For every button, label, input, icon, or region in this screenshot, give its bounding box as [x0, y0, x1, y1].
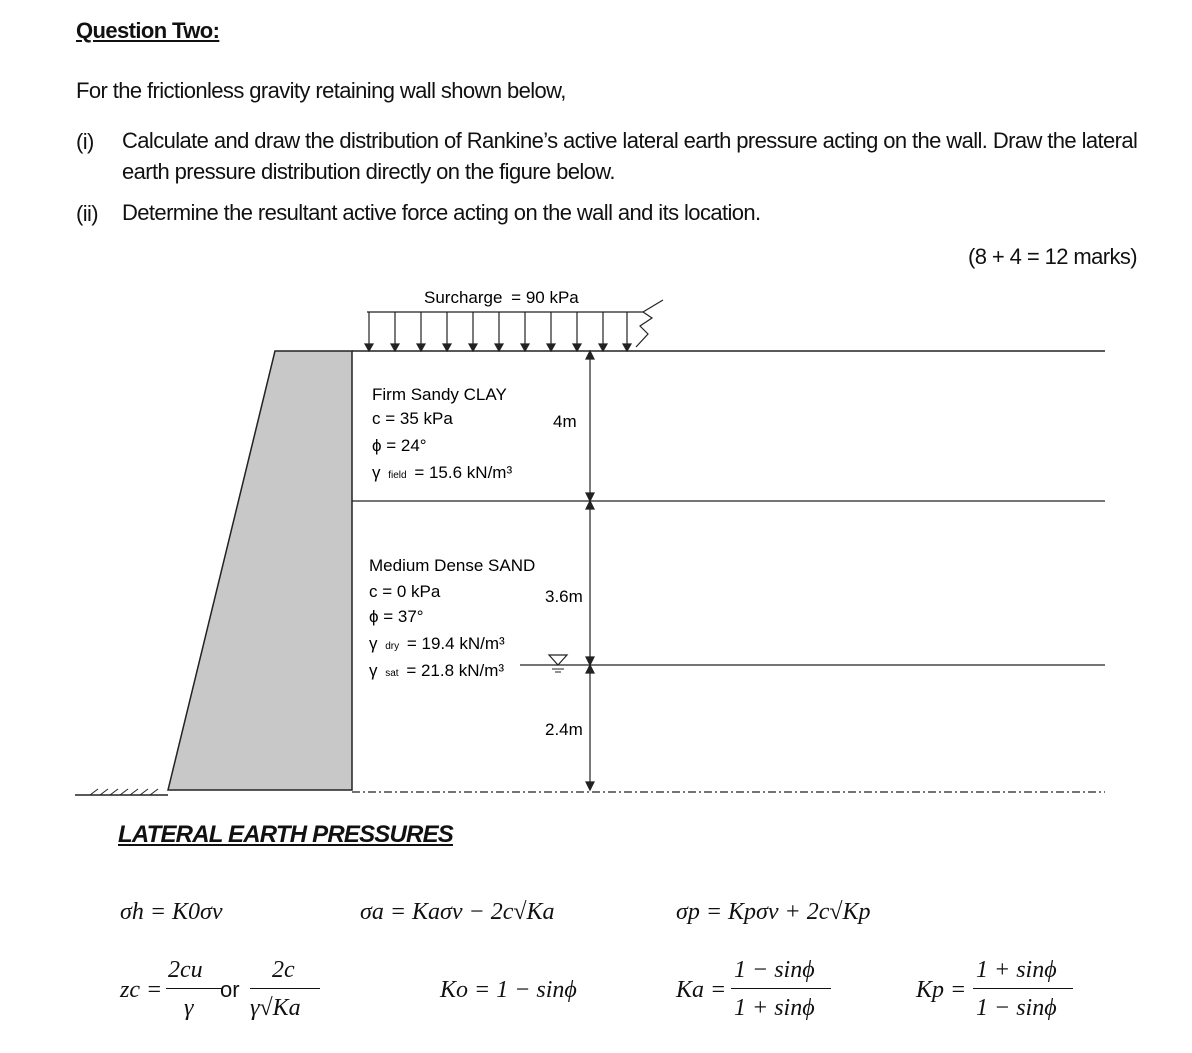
zc-frac2-den: γ√Ka	[250, 995, 301, 1021]
item-1-text: Calculate and draw the distribution of Rankine’s active lateral earth pressure acting on the wall. Draw the lateral earth pressure distribution directly on the figure below.	[122, 128, 1138, 184]
zc-frac1-bar	[166, 988, 222, 989]
kp-bar	[973, 988, 1073, 989]
zc-lhs: zc =	[120, 977, 163, 1003]
toe-ground-hatch	[75, 789, 168, 795]
layer1-friction-angle: ϕ = 24°	[372, 436, 427, 455]
ka-den: 1 + sinϕ	[734, 995, 815, 1021]
layer2-lower-thickness: 2.4m	[545, 720, 583, 739]
formula-passive: σp = Kpσv + 2c√Kp	[676, 899, 871, 925]
layer2-cohesion: c = 0 kPa	[369, 582, 441, 601]
item-1-number: (i)	[76, 129, 94, 154]
zc-frac2-bar	[250, 988, 320, 989]
layer2-upper-thickness: 3.6m	[545, 587, 583, 606]
layer1-cohesion: c = 35 kPa	[372, 409, 453, 428]
layer2-sat-unit-weight: γ sat = 21.8 kN/m³	[369, 661, 505, 680]
layer1-thickness: 4m	[553, 412, 577, 431]
zc-frac1-num: 2cu	[168, 957, 203, 983]
ka-bar	[731, 988, 831, 989]
ka-num: 1 − sinϕ	[734, 957, 815, 983]
formula-tension-depth	[120, 955, 360, 1035]
kp-den: 1 − sinϕ	[976, 995, 1057, 1021]
layer1-unit-weight: γ field = 15.6 kN/m³	[372, 463, 513, 482]
zc-frac1-den: γ	[184, 995, 194, 1021]
retaining-wall	[168, 351, 352, 790]
layer2-friction-angle: ϕ = 37°	[369, 607, 424, 626]
formula-active: σa = Kaσv − 2c√Ka	[360, 899, 555, 925]
formula-at-rest: σh = K0σv	[120, 899, 223, 925]
ka-lhs: Ka =	[676, 977, 727, 1003]
water-table-icon	[549, 655, 567, 665]
zc-or: or	[220, 977, 240, 1002]
surcharge-load	[365, 300, 663, 351]
kp-lhs: Kp =	[916, 977, 967, 1003]
zc-frac2-num: 2c	[272, 957, 295, 983]
dimension-line	[586, 351, 594, 790]
item-2-number: (ii)	[76, 201, 99, 226]
formula-ka	[676, 955, 846, 1035]
kp-num: 1 + sinϕ	[976, 957, 1057, 983]
marks-allocation: (8 + 4 = 12 marks)	[968, 244, 1137, 269]
layer2-dry-unit-weight: γ dry = 19.4 kN/m³	[369, 634, 505, 653]
formula-kp	[916, 955, 1086, 1035]
surcharge-label: Surcharge = 90 kPa	[424, 288, 579, 307]
formulas-title: LATERAL EARTH PRESSURES	[118, 821, 453, 848]
layer2-name: Medium Dense SAND	[369, 556, 536, 575]
question-intro: For the frictionless gravity retaining wall shown below,	[76, 78, 566, 103]
item-2-text: Determine the resultant active force acting on the wall and its location.	[122, 200, 761, 225]
layer1-name: Firm Sandy CLAY	[372, 385, 507, 404]
question-heading: Question Two:	[76, 18, 220, 43]
formula-k0: Ko = 1 − sinϕ	[440, 977, 577, 1003]
